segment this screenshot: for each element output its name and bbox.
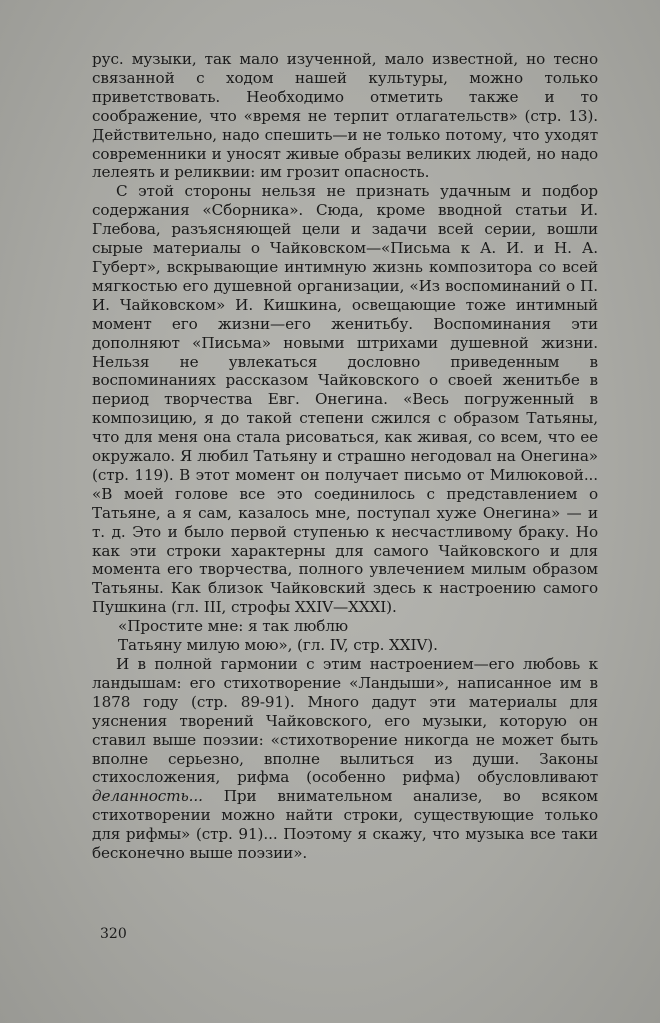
paragraph-2: С этой стороны нельзя не признать удачным и подбор содержания «Сборника». Сюда, кроме вводной статьи И. Глебова, разъясняющей цели и задачи всей серии, вошли сырые материалы о Чайковском—«Письма к А. И. и Н. А. Губерт», вскрывающие интимную жизнь композитора со всей мягкостью его душевной организации, «Из воспоминаний о П. И. Чайковском» И. Кишкина, освещающие тоже интимный момент его жизни—его женитьбу. Воспоминания эти дополняют «Письма» новыми штрихами душевной жизни. Нельзя не увлекаться дословно приведенным в воспоминаниях рассказом Чайковского о своей женитьбе в период творчества Евг. Онегина. «Весь погруженный в композицию, я до такой степени сжился с образом Татьяны, что для меня она стала рисоваться, как живая, со всем, что ее окружало. Я любил Татьяну и страшно негодовал на Онегина» (стр. 119). В этот момент он получает письмо от Милюковой... «В моей голове все это соединилось с представлением о Татьяне, а я сам, казалось мне, поступал хуже Онегина» — и т. д. Это и было первой ступенью к несчастливому браку. Но как эти строки характерны для самого Чайковского и для момента его творчества, полного увлечением милым образом Татьяны. Как близок Чайковский здесь к настроению самого Пушкина (гл. III, строфы XXIV—XXXI).: [92, 182, 598, 617]
italic-word: деланность...: [92, 787, 203, 806]
paragraph-3: [92, 655, 598, 863]
paragraph-3-start: И в полной гармонии с этим настроением—его любовь к ландышам: его стихотворение «Ландыши», написанное им в 1878 году (стр. 89-91). Много дадут эти материалы для уяснения творений Чайковского, его музыки, которую он ставил выше поэзии: «стихотворение никогда не может быть вполне серьезно, вполне вылиться из души. Законы стихосложения, рифма (особенно рифма) обусловливают: [92, 655, 598, 787]
page-number: 320: [100, 926, 127, 942]
paragraph-3-end: При внимательном анализе, во всяком стихотворении можно найти строки, существующие только для рифмы» (стр. 91)... Поэтому я скажу, что музыка все таки бесконечно выше поэзии».: [92, 787, 598, 863]
body-text: [92, 50, 598, 863]
verse-line-1: «Простите мне: я так люблю: [118, 617, 348, 636]
paragraph-1: рус. музыки, так мало изученной, мало известной, но тесно связанной с ходом нашей культуры, можно только приветствовать. Необходимо отметить также и то соображение, что «время не терпит отлагательств» (стр. 13). Действительно, надо спешить—и не только потому, что уходят современники и уносят живые образы великих людей, но надо лелеять и реликвии: им грозит опасность.: [92, 50, 598, 182]
verse-quote: [92, 617, 598, 655]
verse-line-2: Татьяну милую мою», (гл. IV, стр. XXIV).: [118, 636, 438, 655]
